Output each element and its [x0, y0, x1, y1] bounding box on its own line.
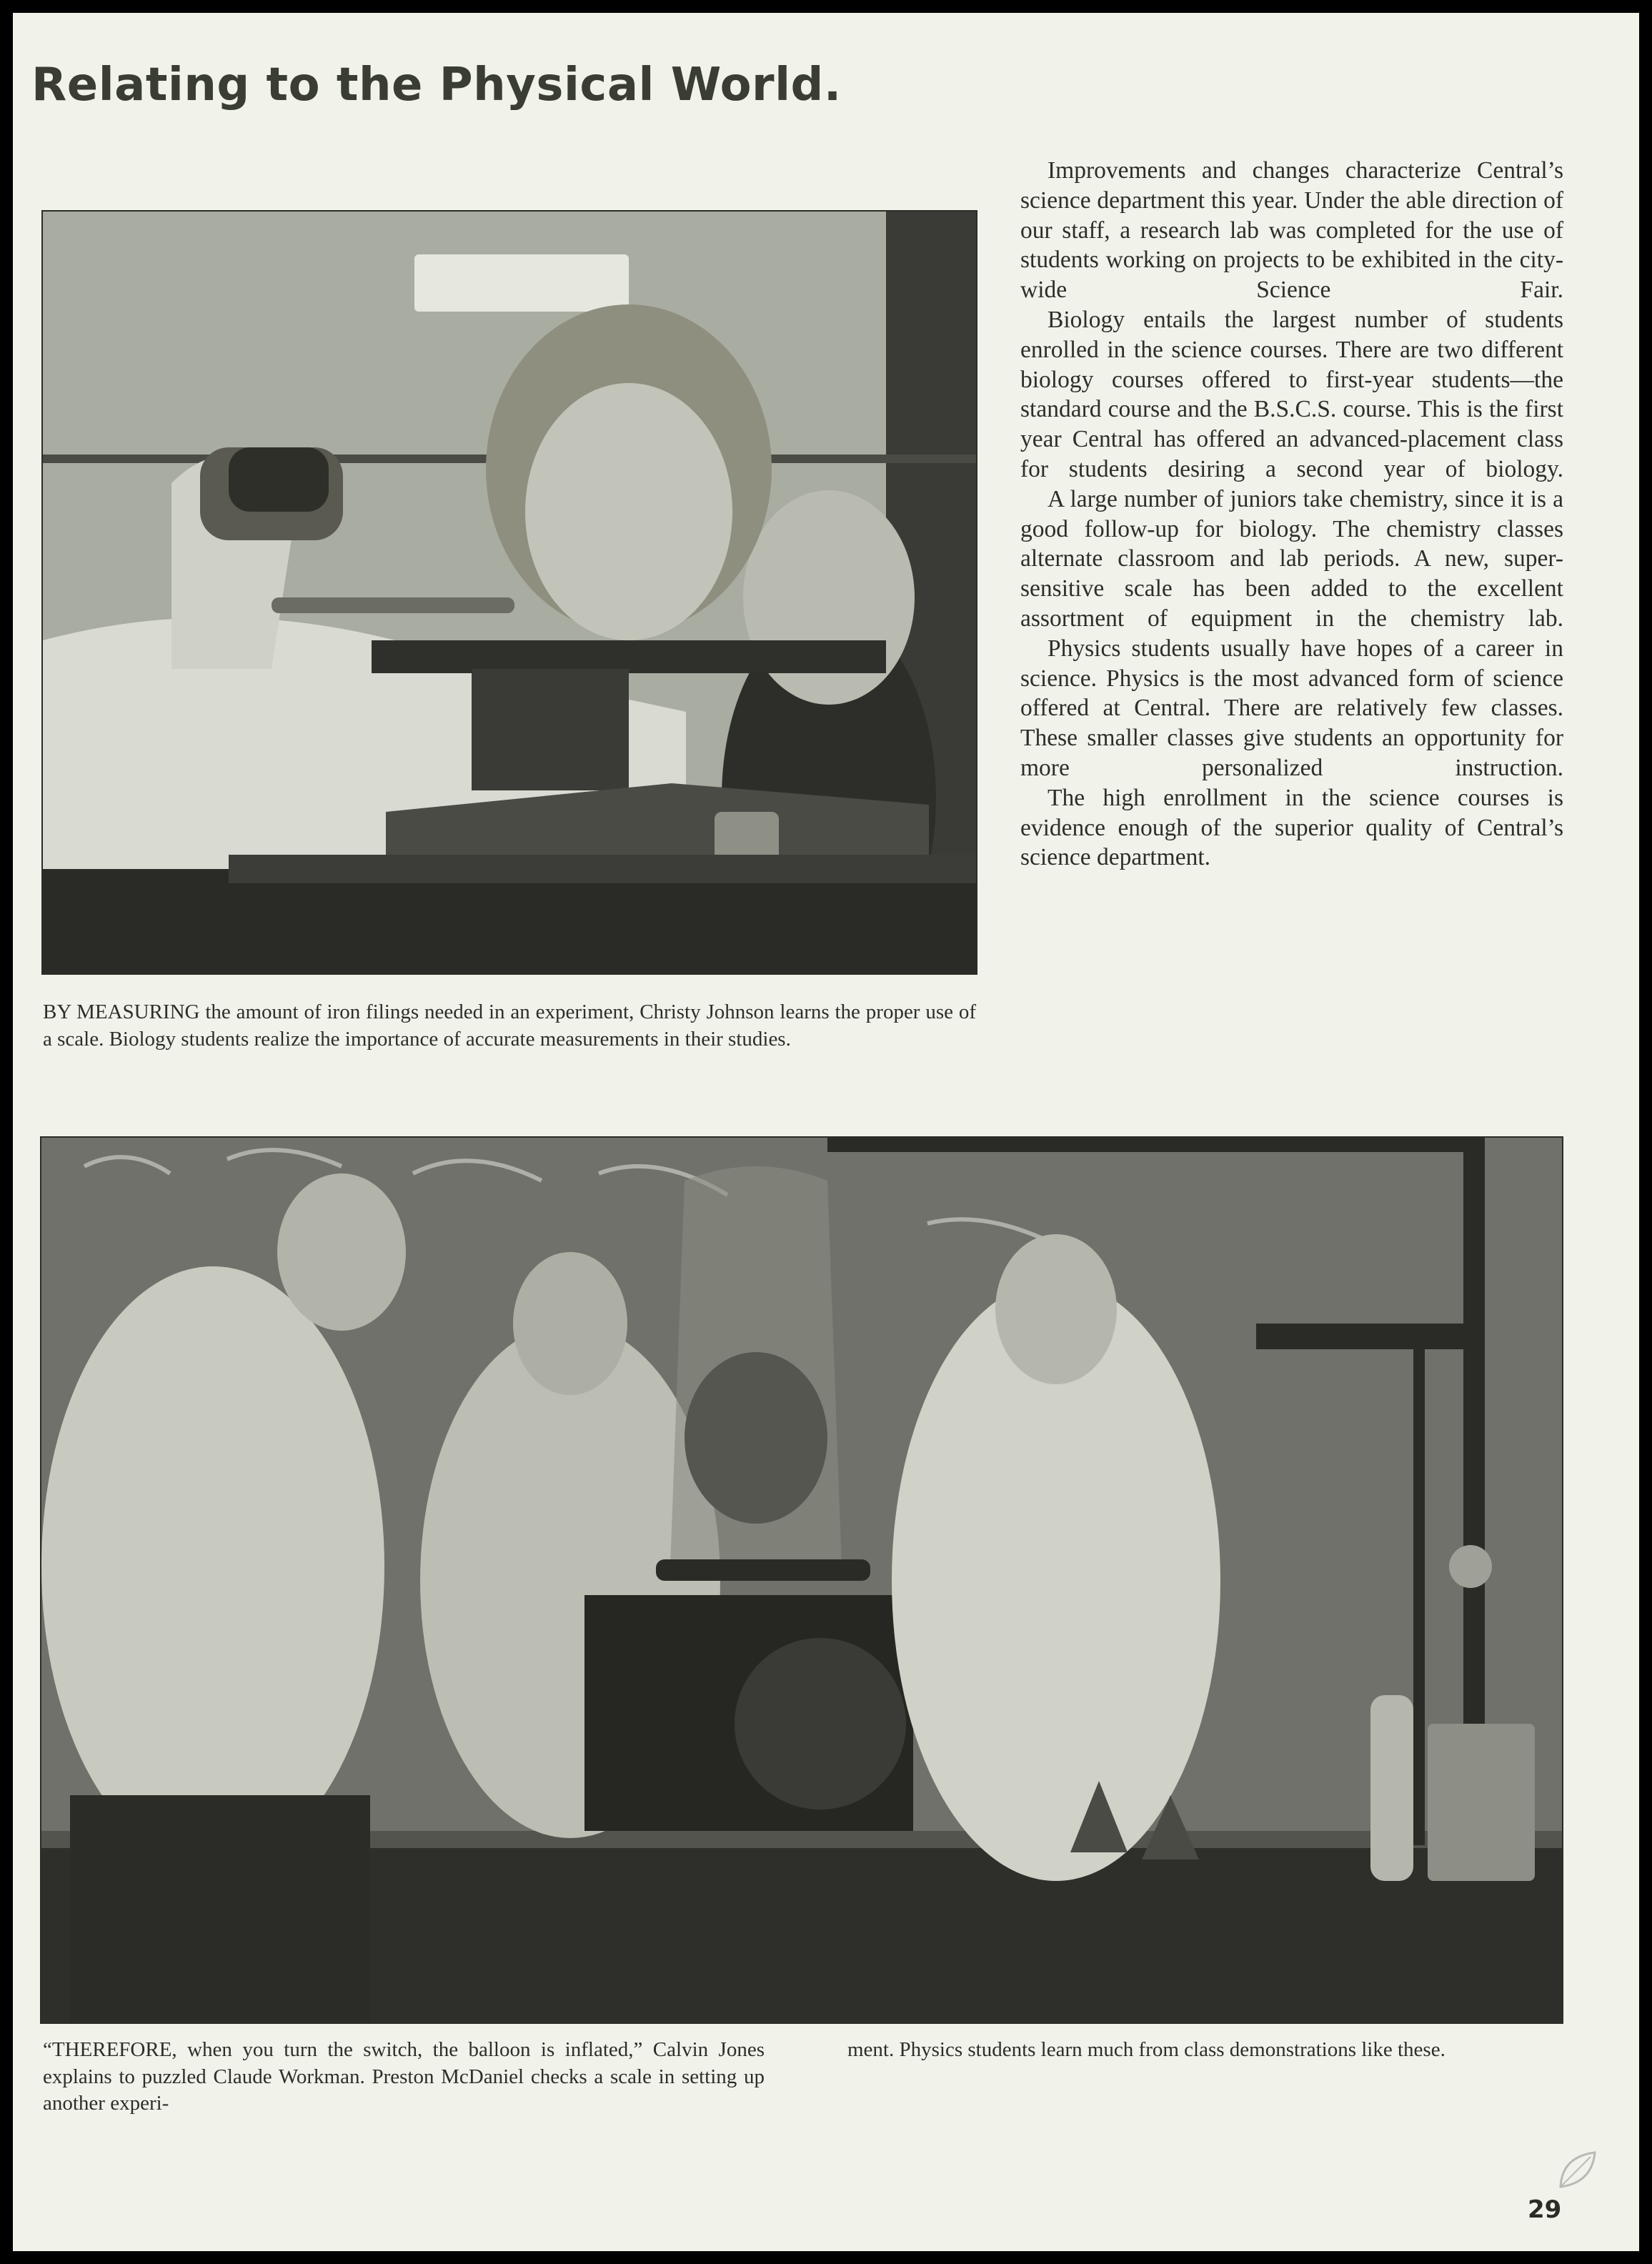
photo2-caption-left — [43, 2037, 765, 2117]
photo2-caption-right — [847, 2037, 1562, 2064]
caption-text: the amount of iron filings needed in an experiment, Christy Johnson learns the proper use of a scale. Biology students realize the importance of accurate measurements in their studies. — [43, 1001, 976, 1051]
leaf-icon — [1555, 2147, 1601, 2193]
caption-lead: BY MEASURING — [43, 1001, 200, 1023]
caption-text: when you turn the switch, the balloon is inflated,” Calvin Jones explains to puzzled Claude Workman. Preston McDaniel checks a scale in setting up another experi- — [43, 2038, 765, 2115]
caption-text: ment. Physics students learn much from class demonstrations like these. — [847, 2038, 1446, 2061]
scale-photo-illustration — [43, 212, 976, 973]
yearbook-page — [13, 13, 1639, 2251]
physics-demo-photo — [40, 1136, 1563, 2024]
article-paragraph: Biology entails the largest number of students enrolled in the science courses. There are two different biology courses offered to first-year students—the standard course and the B.S.C.S. course. This is the first year Central has offered an advanced-placement class for students desiring a second year of biology. — [1020, 306, 1563, 482]
caption-lead: “THEREFORE, — [43, 2038, 177, 2061]
article-paragraph: A large number of juniors take chemistry, since it is a good follow-up for biology. The chemistry classes alternate classroom and lab periods. A new, super-sensitive scale has been added to the excellent assortment of equipment in the chemistry lab. — [1020, 485, 1563, 632]
article-paragraph: The high enrollment in the science courses is evidence enough of the superior quality of Central’s science department. — [1020, 784, 1563, 871]
article-body — [1020, 156, 1563, 873]
page-number: 29 — [1528, 2195, 1562, 2224]
student-scale-photo — [41, 210, 977, 975]
article-paragraph: Improvements and changes characterize Central’s science department this year. Under the able direction of our staff, a research lab was completed for the use of students working on projects to be exhibited in the city-wide Science Fair. — [1020, 157, 1563, 304]
physics-photo-illustration — [41, 1138, 1562, 2022]
page-title: Relating to the Physical World. — [31, 59, 842, 111]
photo1-caption — [43, 999, 976, 1053]
article-paragraph: Physics students usually have hopes of a career in science. Physics is the most advanced form of science offered at Central. There are relatively few classes. These smaller classes give students an opportunity for more personalized instruction. — [1020, 635, 1563, 781]
